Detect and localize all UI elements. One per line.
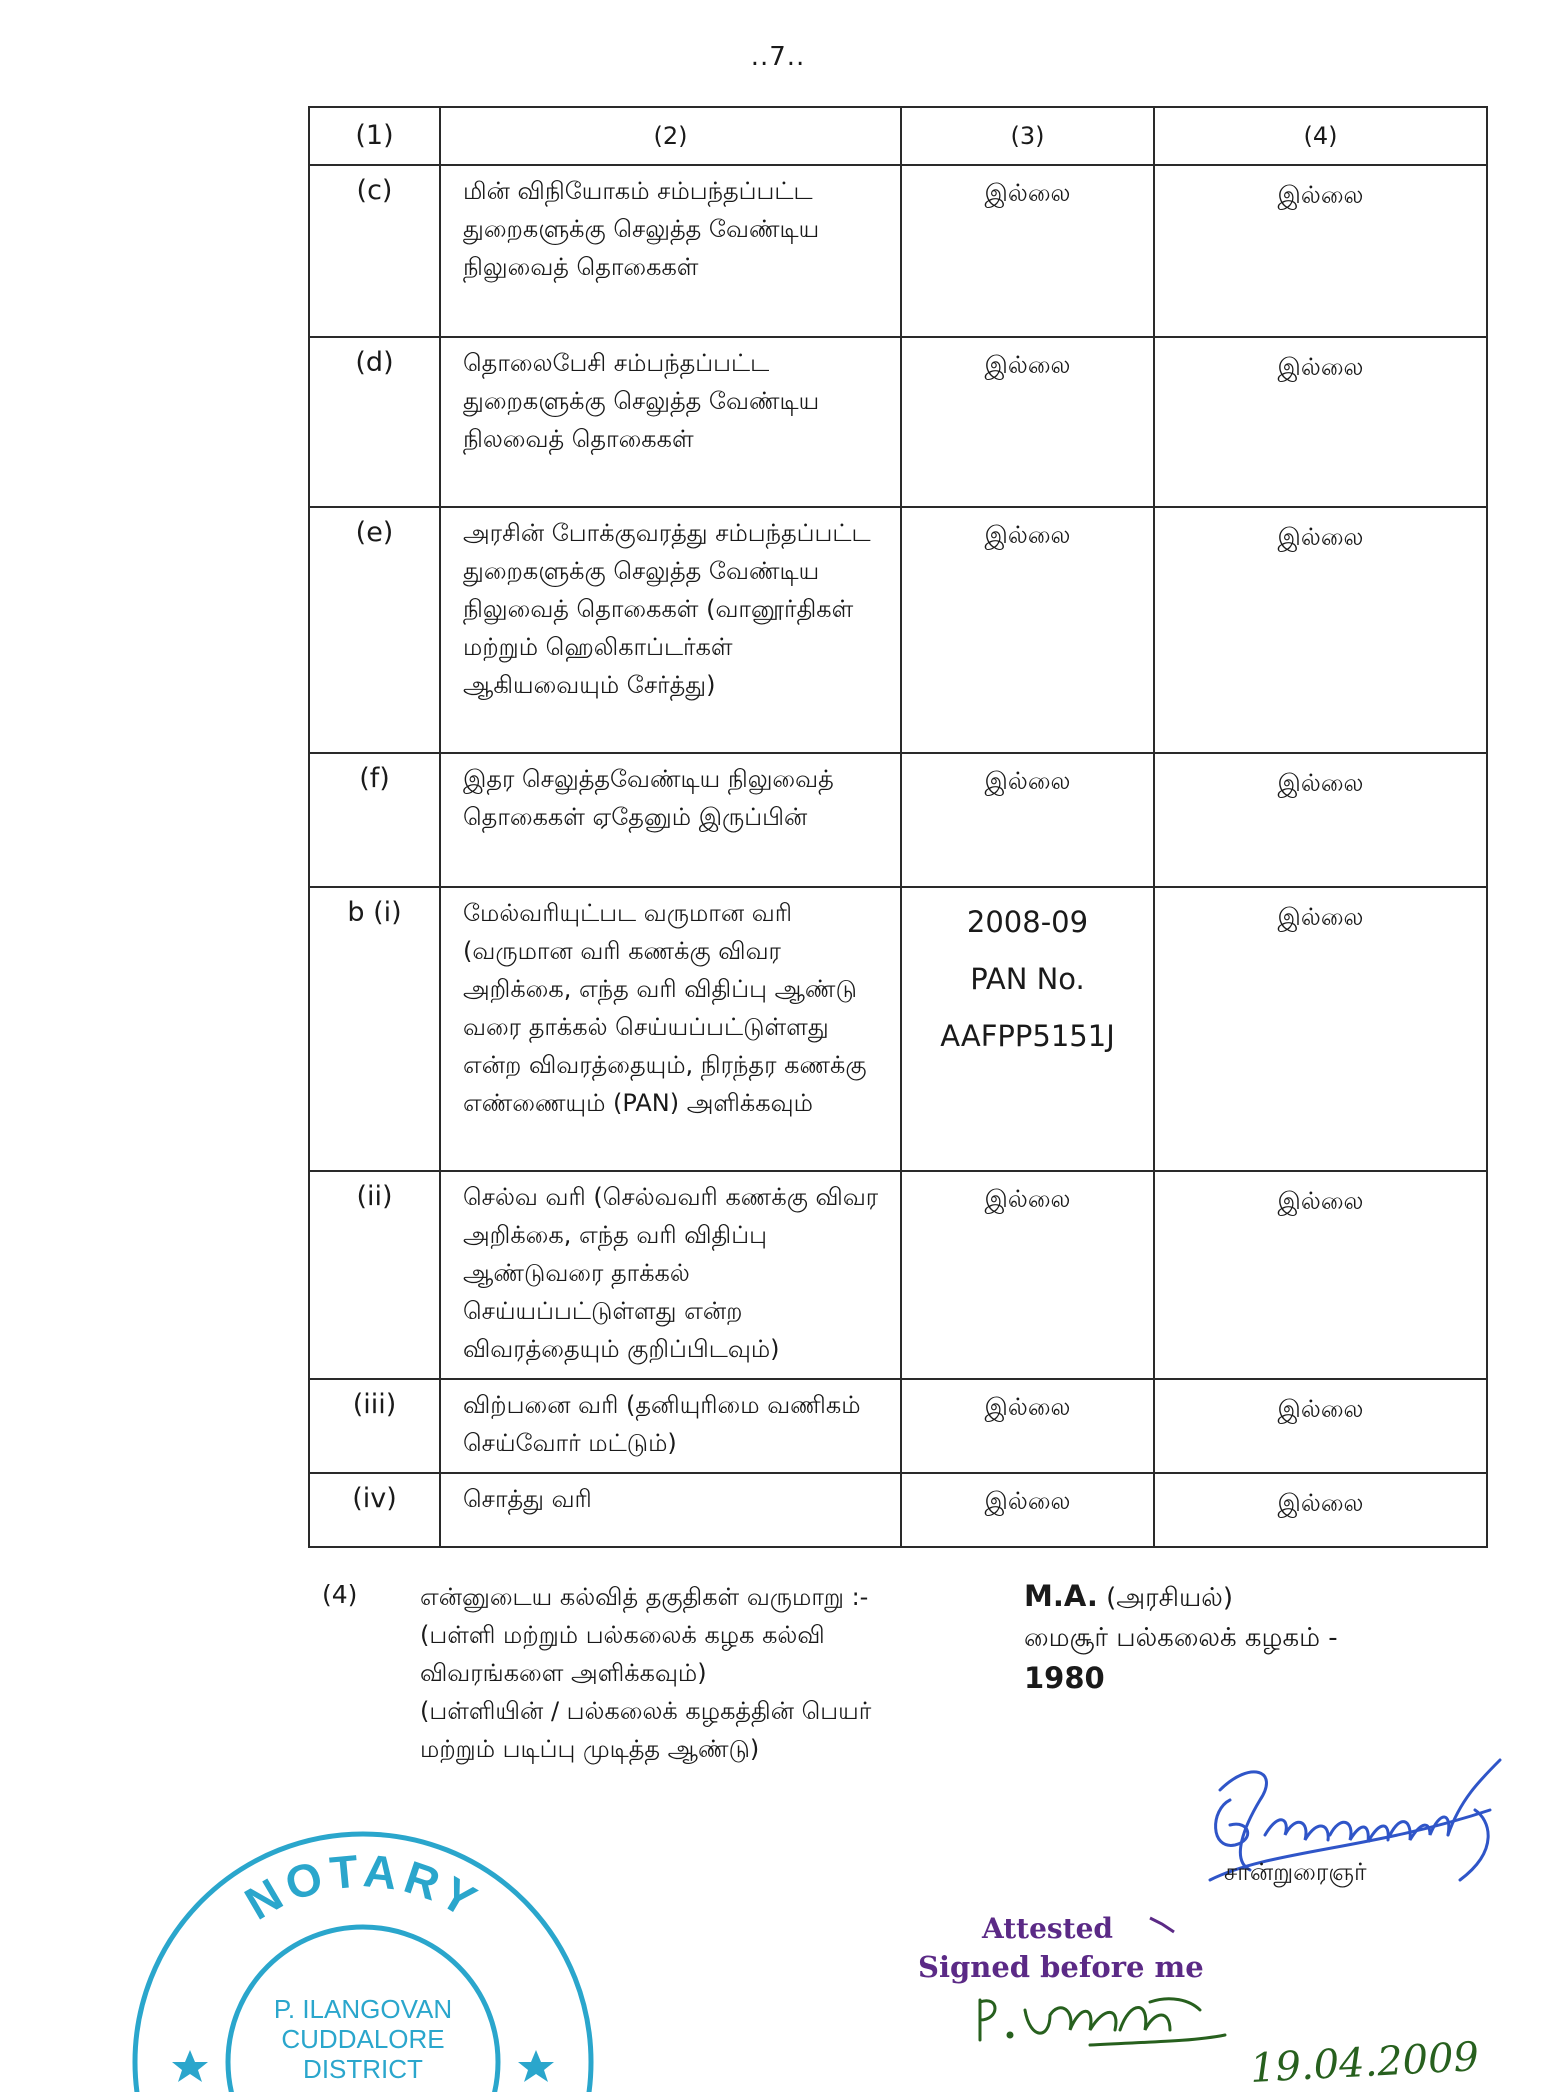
row-col3-value: இல்லை — [901, 1473, 1154, 1547]
row-col4-value: இல்லை — [1154, 753, 1487, 887]
row-col4-value: இல்லை — [1154, 1379, 1487, 1473]
row-col3-value: இல்லை — [901, 753, 1154, 887]
row-col3-value: இல்லை — [901, 165, 1154, 337]
education-question — [420, 1578, 980, 1768]
graduation-year: 1980 — [1024, 1661, 1105, 1695]
row-description: மேல்வரியுட்பட வருமான வரி (வருமான வரி கணக்கு விவர அறிக்கை, எந்த வரி விதிப்பு ஆண்டு வரை தாக்கல் செய்யப்பட்டுள்ளது என்ற விவரத்தையும், நிரந்தர கணக்கு எண்ணையும் (PAN) அளிக்கவும் — [440, 887, 901, 1171]
table-row — [309, 1171, 1487, 1379]
row-number: b (i) — [309, 887, 440, 1171]
row-col4-value: இல்லை — [1154, 887, 1487, 1171]
row-number: (c) — [309, 165, 440, 337]
degree-subject: (அரசியல்) — [1106, 1583, 1233, 1613]
header-col-4: (4) — [1154, 107, 1487, 165]
assessment-year: 2008-09 — [966, 905, 1089, 939]
svg-text:NOTARY — [236, 1844, 490, 1930]
row-col4-value: இல்லை — [1154, 337, 1487, 507]
seal-name: P. ILANGOVAN — [273, 1994, 453, 2024]
row-description: செல்வ வரி (செல்வவரி கணக்கு விவர அறிக்கை, எந்த வரி விதிப்பு ஆண்டுவரை தாக்கல் செய்யப்பட்டுள்ளது என்ற விவரத்தையும் குறிப்பிடவும்) — [440, 1171, 901, 1379]
degree: M.A. — [1024, 1579, 1098, 1613]
notary-signature — [970, 1990, 1230, 2050]
attestation-date: 19.04.2009 — [1248, 2034, 1481, 2092]
row-description: தொலைபேசி சம்பந்தப்பட்ட துறைகளுக்கு செலுத்த வேண்டிய நிலவைத் தொகைகள் — [440, 337, 901, 507]
row-number: (iv) — [309, 1473, 440, 1547]
education-question-line: என்னுடைய கல்வித் தகுதிகள் வருமாறு :- — [420, 1583, 869, 1611]
education-question-line: (பள்ளி மற்றும் பல்கலைக் கழக கல்வி — [420, 1621, 825, 1649]
row-number: (iii) — [309, 1379, 440, 1473]
seal-district: CUDDALORE — [281, 2024, 445, 2054]
table-header-row — [309, 107, 1487, 165]
header-col-1: (1) — [309, 107, 440, 165]
row-col4-value: இல்லை — [1154, 507, 1487, 753]
seal-title: NOTARY — [236, 1844, 491, 1930]
signatory-label: சான்றுரைஞர் — [1224, 1858, 1367, 1886]
tick-mark — [1148, 1912, 1178, 1936]
table-row — [309, 887, 1487, 1171]
row-col3-value: இல்லை — [901, 337, 1154, 507]
row-col4-value: இல்லை — [1154, 1473, 1487, 1547]
table-row — [309, 1379, 1487, 1473]
table-row — [309, 507, 1487, 753]
header-col-3: (3) — [901, 107, 1154, 165]
row-number: (d) — [309, 337, 440, 507]
row-col3-value: இல்லை — [901, 507, 1154, 753]
seal-district-label: DISTRICT — [303, 2054, 423, 2084]
row-col3-value: இல்லை — [901, 1379, 1154, 1473]
education-question-line: (பள்ளியின் / பல்கலைக் கழகத்தின் பெயர் — [420, 1697, 872, 1725]
row-description: விற்பனை வரி (தனியுரிமை வணிகம் செய்வோர் மட்டும்) — [440, 1379, 901, 1473]
notary-seal — [128, 1830, 598, 2092]
row-number: (f) — [309, 753, 440, 887]
row-col4-value: இல்லை — [1154, 1171, 1487, 1379]
university: மைசூர் பல்கலைக் கழகம் - — [1024, 1623, 1338, 1653]
row-col3-value: இல்லை — [901, 1171, 1154, 1379]
header-col-2: (2) — [440, 107, 901, 165]
education-question-line: விவரங்களை அளிக்கவும்) — [420, 1659, 707, 1687]
pan-details — [901, 887, 1154, 1171]
education-answer — [1024, 1576, 1444, 1698]
row-description: இதர செலுத்தவேண்டிய நிலுவைத் தொகைகள் ஏதேனும் இருப்பின் — [440, 753, 901, 887]
row-number: (ii) — [309, 1171, 440, 1379]
education-question-line: மற்றும் படிப்பு முடித்த ஆண்டு) — [420, 1735, 760, 1763]
attested-stamp: Attested — [982, 1912, 1114, 1945]
row-description: மின் விநியோகம் சம்பந்தப்பட்ட துறைகளுக்கு செலுத்த வேண்டிய நிலுவைத் தொகைகள் — [440, 165, 901, 337]
table-row — [309, 753, 1487, 887]
row-description: சொத்து வரி — [440, 1473, 901, 1547]
pan-number: AAFPP5151J — [940, 1019, 1115, 1053]
row-col4-value: இல்லை — [1154, 165, 1487, 337]
education-item-number: (4) — [322, 1580, 358, 1609]
signed-before-stamp: Signed before me — [918, 1950, 1204, 1984]
declaration-table — [308, 106, 1488, 1548]
row-number: (e) — [309, 507, 440, 753]
page-number: ..7.. — [750, 42, 806, 72]
table-row — [309, 1473, 1487, 1547]
pan-label: PAN No. — [970, 962, 1085, 996]
table-row — [309, 165, 1487, 337]
row-description: அரசின் போக்குவரத்து சம்பந்தப்பட்ட துறைகளுக்கு செலுத்த வேண்டிய நிலுவைத் தொகைகள் (வானூர்திகள் மற்றும் ஹெலிகாப்டர்கள் ஆகியவையும் சேர்த்து) — [440, 507, 901, 753]
table-row — [309, 337, 1487, 507]
